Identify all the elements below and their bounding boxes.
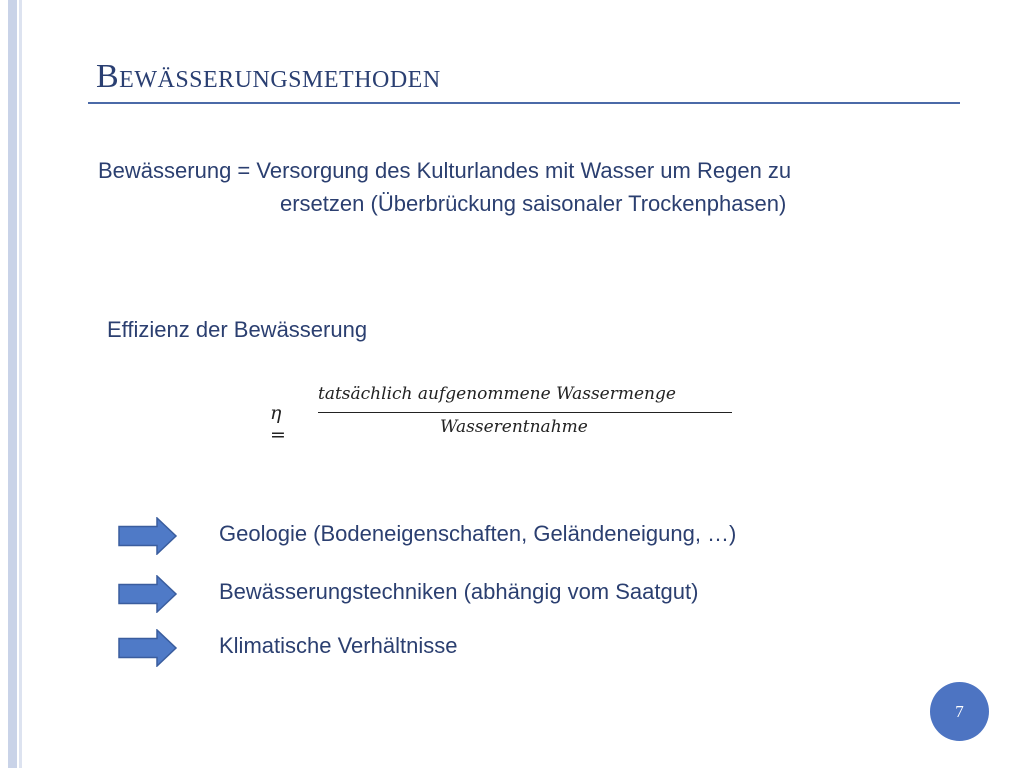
side-stripe	[8, 0, 17, 768]
bullet-item	[118, 517, 878, 557]
right-arrow-icon	[118, 575, 178, 613]
slide-title: Bewässerungsmethoden	[96, 58, 441, 95]
definition-line-2: ersetzen (Überbrückung saisonaler Trockenphasen)	[280, 191, 787, 216]
definition-line-1: Bewässerung = Versorgung des Kulturlandes mit Wasser um Regen zu	[98, 158, 792, 183]
right-arrow-icon	[118, 629, 178, 667]
page-number-badge	[930, 682, 989, 741]
bullet-text: Bewässerungstechniken (abhängig vom Saatgut)	[219, 579, 699, 604]
definition-block	[98, 154, 791, 220]
fraction-bar	[318, 412, 732, 413]
bullet-item	[118, 575, 878, 615]
side-stripe-inner	[19, 0, 22, 768]
right-arrow-icon	[118, 517, 178, 555]
bullet-text: Klimatische Verhältnisse	[219, 633, 458, 658]
formula-denominator: Wasserentnahme	[440, 417, 588, 437]
bullet-text: Geologie (Bodeneigenschaften, Geländeneigung, …)	[219, 521, 737, 546]
bullet-item	[118, 629, 878, 669]
formula-numerator: tatsächlich aufgenommene Wassermenge	[318, 384, 676, 404]
page-number: 7	[955, 701, 964, 721]
formula-lhs: η =	[270, 402, 286, 446]
title-underline	[88, 102, 960, 104]
efficiency-heading: Effizienz der Bewässerung	[107, 317, 368, 342]
